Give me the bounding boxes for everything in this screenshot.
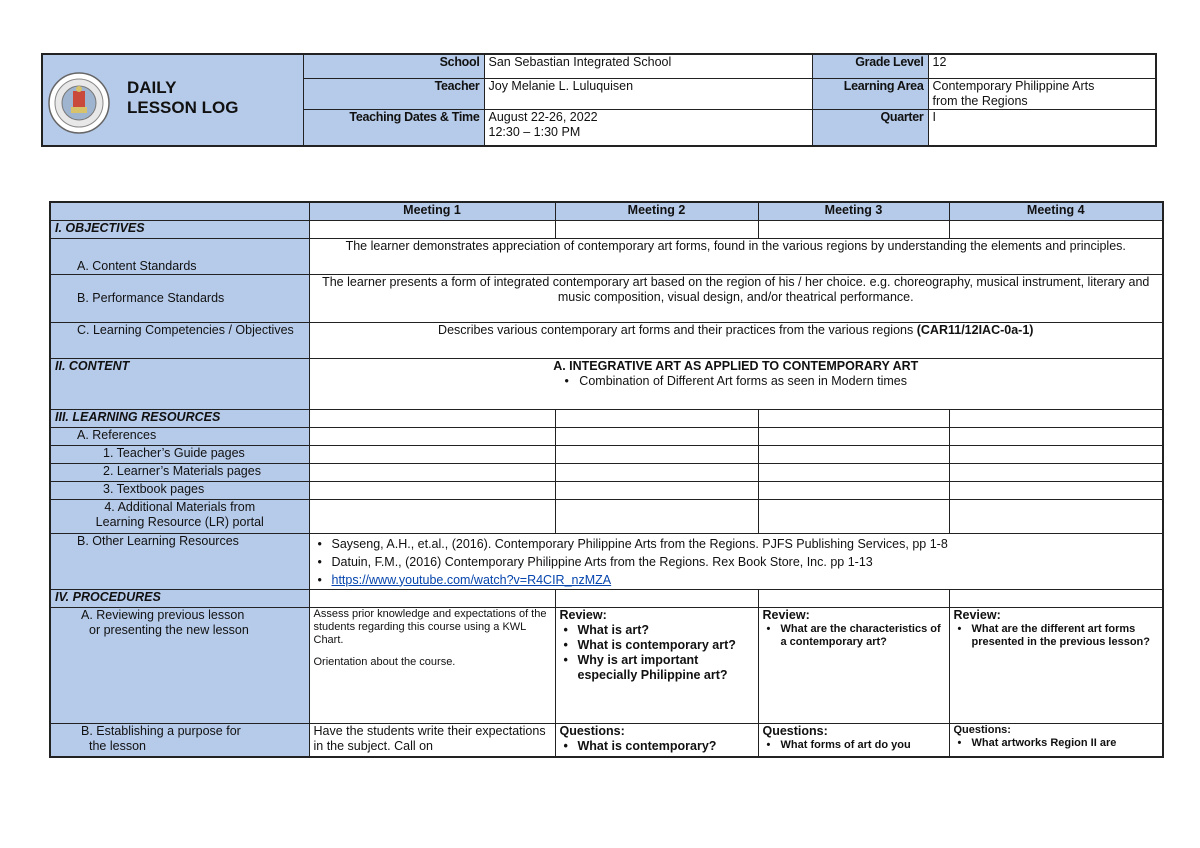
purpose-m1-cell: Have the students write their expectations in the subject. Call on: [309, 723, 555, 757]
questions-title: Questions:: [559, 723, 625, 738]
procedures-heading: IV. PROCEDURES: [50, 589, 309, 607]
header-logo-cell: [42, 54, 303, 146]
other-resource-text-2: Datuin, F.M., (2016) Contemporary Philippine Arts from the Regions. Rex Book Store, Inc. pp 1-13: [331, 554, 873, 569]
other-resource-item: • https://www.youtube.com/watch?v=R4CIR_nzMZA: [317, 572, 612, 587]
youtube-link[interactable]: https://www.youtube.com/watch?v=R4CIR_nzMZA: [331, 572, 612, 587]
textbook-pages-label: 3. Textbook pages: [50, 481, 309, 499]
quarter-value: I: [928, 109, 1156, 146]
review-title: Review:: [559, 607, 607, 622]
content-topic: A. INTEGRATIVE ART AS APPLIED TO CONTEMPORARY ART: [553, 358, 919, 373]
dates-value: [484, 109, 812, 146]
purpose-lesson-line-1: B. Establishing a purpose for: [81, 723, 241, 738]
teacher-value: Joy Melanie L. Luluquisen: [484, 78, 812, 109]
area-value: [928, 78, 1156, 109]
meeting-1-header: Meeting 1: [309, 202, 555, 220]
purpose-lesson-line-2: the lesson: [89, 738, 146, 753]
area-value-line-1: Contemporary Philippine Arts: [932, 78, 1095, 93]
resources-heading: III. LEARNING RESOURCES: [50, 409, 309, 427]
lesson-log-table: [49, 201, 1164, 758]
quarter-label: Quarter: [812, 109, 928, 146]
content-cell: [309, 358, 1163, 409]
grade-label: Grade Level: [812, 54, 928, 78]
purpose-lesson-label: [50, 723, 309, 757]
reviewing-m1-cell: [309, 607, 555, 723]
purpose-m3-cell: [758, 723, 949, 757]
dates-value-line-2: 12:30 – 1:30 PM: [488, 124, 581, 139]
reviewing-m3-cell: [758, 607, 949, 723]
other-resources-label: B. Other Learning Resources: [50, 533, 309, 589]
title-line-1: DAILY: [127, 78, 177, 97]
grade-value: 12: [928, 54, 1156, 78]
question-item: • What is contemporary?: [560, 739, 754, 754]
meeting-2-header: Meeting 2: [555, 202, 758, 220]
dates-label: Teaching Dates & Time: [303, 109, 484, 146]
reviewing-lesson-label: [50, 607, 309, 723]
additional-materials-line-1: 4. Additional Materials from: [104, 499, 256, 514]
reviewing-m1-text: Assess prior knowledge and expectations of the students regarding this course using a KWL Chart.: [313, 607, 547, 646]
teachers-guide-label: 1. Teacher’s Guide pages: [50, 445, 309, 463]
review-item: • What is contemporary art?: [560, 638, 754, 653]
performance-standards-label: B. Performance Standards: [50, 274, 309, 322]
other-resource-item: • Sayseng, A.H., et.al., (2016). Contemporary Philippine Arts from the Regions. PJFS Publishing Services, pp 1-8: [317, 536, 948, 551]
learning-competencies-text: Describes various contemporary art forms and their practices from the various regions: [438, 322, 914, 337]
review-item: • What are the different art forms presented in the previous lesson?: [954, 623, 1159, 649]
references-label: A. References: [50, 427, 309, 445]
bullet-icon: •: [564, 373, 580, 388]
questions-title: Questions:: [762, 723, 828, 738]
teacher-label: Teacher: [303, 78, 484, 109]
area-label: Learning Area: [812, 78, 928, 109]
title-line-2: LESSON LOG: [127, 98, 239, 117]
additional-materials-label: [50, 499, 309, 533]
question-item: • What artworks Region II are: [954, 737, 1159, 750]
performance-standards-text: The learner presents a form of integrated contemporary art based on the region of his / her choice. e.g. choreography, musical instrument, literary and music composition, visual design, and/or theatrical performance.: [309, 274, 1163, 322]
lesson-log-title: [127, 78, 238, 118]
other-resources-cell: [309, 533, 1163, 589]
review-title: Review:: [762, 607, 810, 622]
learners-materials-label: 2. Learner’s Materials pages: [50, 463, 309, 481]
purpose-m2-cell: [555, 723, 758, 757]
corner-cell: [50, 202, 309, 220]
content-heading: II. CONTENT: [50, 358, 309, 409]
question-item: • What forms of art do you: [763, 739, 945, 752]
additional-materials-line-2: Learning Resource (LR) portal: [95, 514, 264, 529]
objectives-heading: I. OBJECTIVES: [50, 220, 309, 238]
content-bullet-item: [314, 374, 1159, 389]
content-standards-text: The learner demonstrates appreciation of contemporary art forms, found in the various regions by understanding the elements and principles.: [309, 238, 1163, 274]
reviewing-lesson-line-1: A. Reviewing previous lesson: [81, 607, 245, 622]
other-resource-item: • Datuin, F.M., (2016) Contemporary Philippine Arts from the Regions. Rex Book Store, Inc. pp 1-13: [317, 554, 873, 569]
purpose-m4-cell: [949, 723, 1163, 757]
content-standards-label: A. Content Standards: [50, 238, 309, 274]
header-table: [41, 53, 1157, 147]
reviewing-m4-cell: [949, 607, 1163, 723]
deped-seal-icon: [47, 71, 111, 135]
reviewing-m2-cell: [555, 607, 758, 723]
competency-code: (CAR11/12IAC-0a-1): [916, 322, 1034, 337]
review-title: Review:: [953, 607, 1001, 622]
school-value: San Sebastian Integrated School: [484, 54, 812, 78]
school-label: School: [303, 54, 484, 78]
meeting-header-row: [50, 202, 1163, 220]
meeting-3-header: Meeting 3: [758, 202, 949, 220]
reviewing-lesson-line-2: or presenting the new lesson: [89, 622, 249, 637]
review-item: • Why is art important especially Philippine art?: [560, 653, 754, 683]
meeting-4-header: Meeting 4: [949, 202, 1163, 220]
content-bullet-text: Combination of Different Art forms as seen in Modern times: [579, 373, 907, 388]
other-resource-text-1: Sayseng, A.H., et.al., (2016). Contemporary Philippine Arts from the Regions. PJFS Publishing Services, pp 1-8: [331, 536, 948, 551]
review-item: • What is art?: [560, 623, 754, 638]
learning-competencies-label: C. Learning Competencies / Objectives: [50, 322, 309, 358]
orientation-text: Orientation about the course.: [313, 655, 456, 668]
questions-title: Questions:: [953, 723, 1011, 736]
review-item: • What are the characteristics of a contemporary art?: [763, 623, 945, 649]
area-value-line-2: from the Regions: [932, 93, 1028, 108]
learning-competencies-cell: [309, 322, 1163, 358]
dates-value-line-1: August 22-26, 2022: [488, 109, 598, 124]
